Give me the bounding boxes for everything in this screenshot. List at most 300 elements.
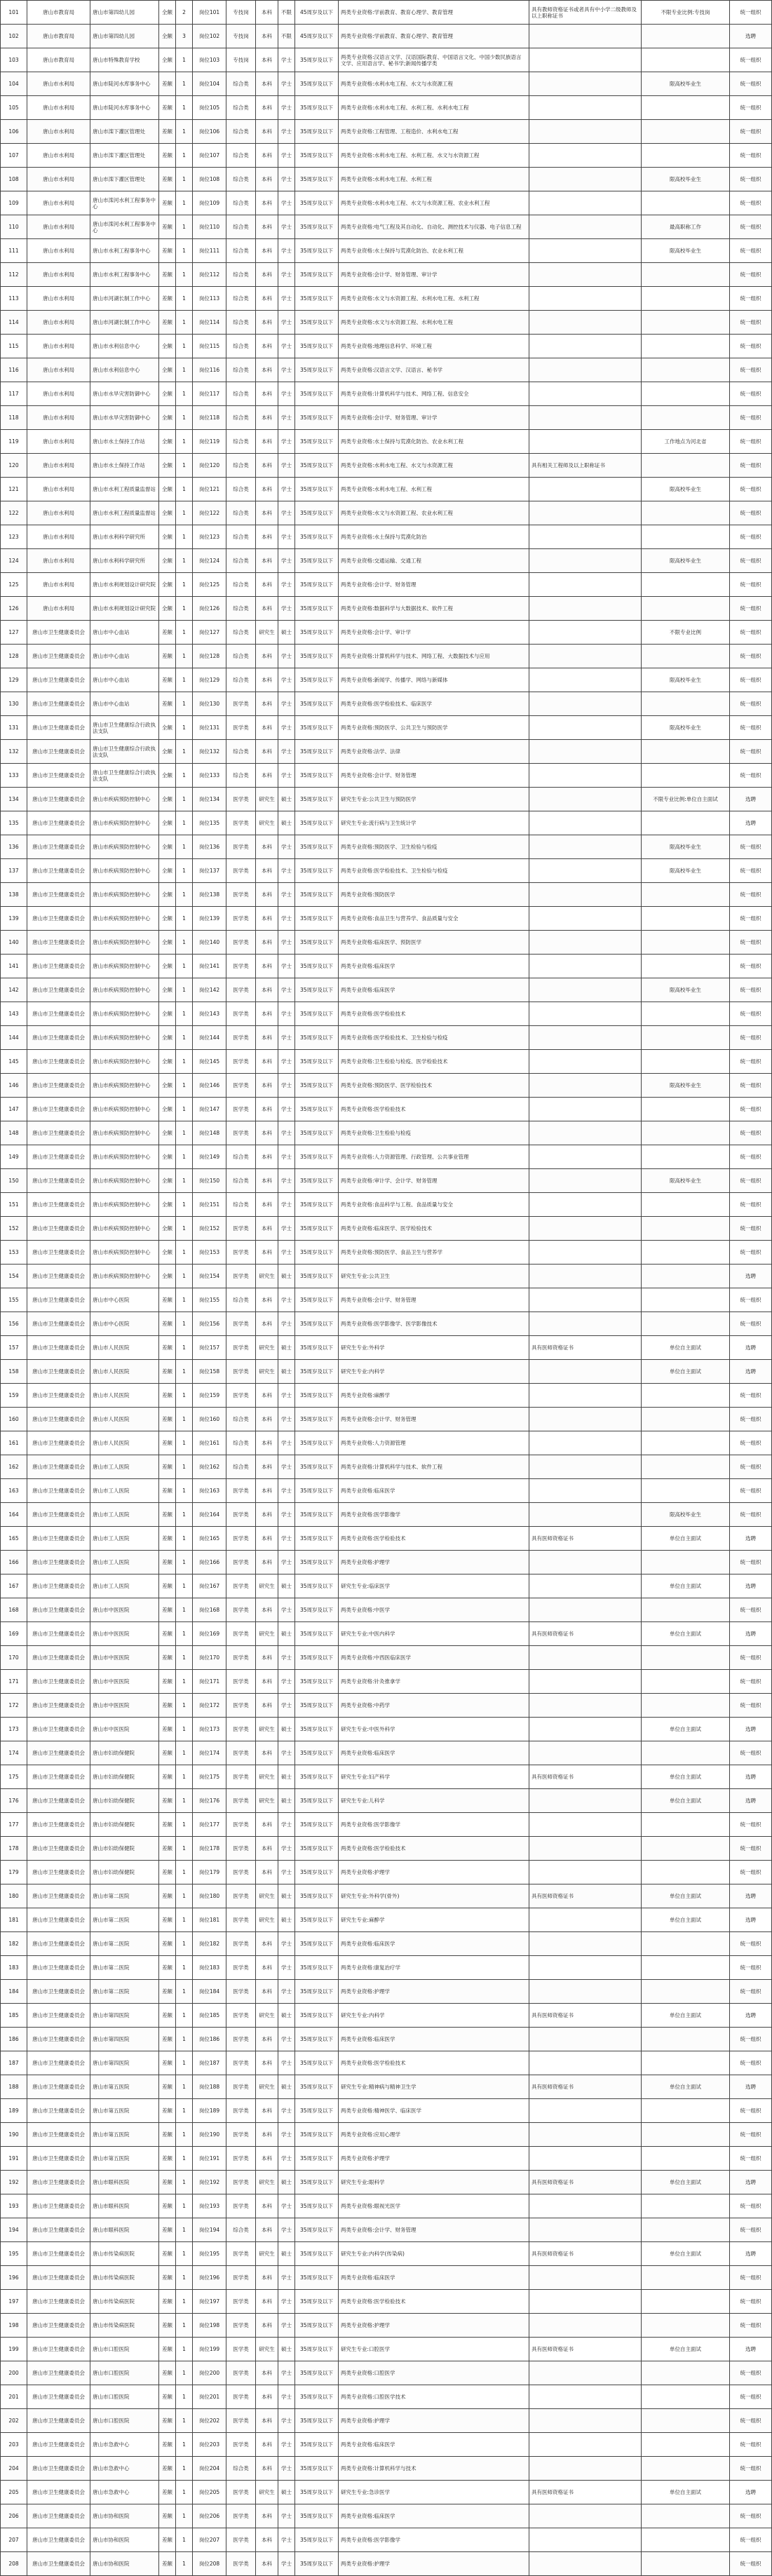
cell-age-limit: 35周岁及以下 bbox=[295, 478, 339, 501]
cell-major-requirement: 两类专业资格:护理学 bbox=[339, 1980, 529, 2004]
cell-major-requirement: 两类专业资格:地理信息科学、环境工程 bbox=[339, 335, 529, 358]
cell-position-category: 综合类 bbox=[226, 621, 256, 645]
cell-position-code: 岗位102 bbox=[193, 25, 226, 48]
cell-degree: 学士 bbox=[278, 501, 295, 525]
cell-degree: 学士 bbox=[278, 2051, 295, 2075]
cell-headcount: 1 bbox=[176, 2266, 193, 2290]
cell-recruit-method: 统一组织 bbox=[730, 2266, 772, 2290]
cell-education: 研究生 bbox=[256, 1765, 278, 1789]
cell-position-category: 综合类 bbox=[226, 645, 256, 668]
cell-row-number: 103 bbox=[1, 48, 27, 72]
cell-age-limit: 35周岁及以下 bbox=[295, 358, 339, 382]
cell-department: 唐山市卫生健康委员会 bbox=[27, 2123, 90, 2147]
cell-other-requirement bbox=[529, 1932, 642, 1956]
cell-position-category: 综合类 bbox=[226, 215, 256, 239]
cell-department: 唐山市卫生健康委员会 bbox=[27, 2433, 90, 2457]
cell-major-requirement: 两类专业资格:卫生检验与检疫、医学检验技术 bbox=[339, 1050, 529, 1074]
cell-headcount: 1 bbox=[176, 1503, 193, 1527]
cell-age-limit: 35周岁及以下 bbox=[295, 2409, 339, 2433]
cell-row-number: 111 bbox=[1, 239, 27, 263]
cell-position-code: 岗位138 bbox=[193, 883, 226, 907]
cell-other-requirement bbox=[529, 2409, 642, 2433]
cell-funding-type: 差额 bbox=[159, 2028, 176, 2051]
cell-funding-type: 差额 bbox=[159, 1861, 176, 1884]
cell-major-requirement: 两类专业资格:医学检验技术 bbox=[339, 2290, 529, 2314]
cell-recruit-method: 统一组织 bbox=[730, 1312, 772, 1336]
cell-education: 研究生 bbox=[256, 1789, 278, 1813]
cell-recruit-method: 统一组织 bbox=[730, 1241, 772, 1265]
cell-education: 本科 bbox=[256, 454, 278, 478]
cell-education: 本科 bbox=[256, 287, 278, 311]
cell-unit-name: 唐山市协和医院 bbox=[90, 2504, 159, 2528]
cell-department: 唐山市水利局 bbox=[27, 72, 90, 96]
cell-funding-type: 差额 bbox=[159, 2218, 176, 2242]
cell-recruit-method: 统一组织 bbox=[730, 883, 772, 907]
cell-remark bbox=[642, 573, 730, 597]
cell-major-requirement: 两类专业资格:护理学 bbox=[339, 2409, 529, 2433]
cell-other-requirement bbox=[529, 1646, 642, 1670]
cell-recruit-method: 统一组织 bbox=[730, 2433, 772, 2457]
cell-remark bbox=[642, 48, 730, 72]
cell-position-code: 岗位117 bbox=[193, 382, 226, 406]
cell-other-requirement bbox=[529, 811, 642, 835]
cell-headcount: 1 bbox=[176, 239, 193, 263]
cell-position-code: 岗位120 bbox=[193, 454, 226, 478]
cell-position-category: 专技岗 bbox=[226, 25, 256, 48]
cell-education: 本科 bbox=[256, 573, 278, 597]
cell-department: 唐山市卫生健康委员会 bbox=[27, 1598, 90, 1622]
cell-major-requirement: 两类专业资格:护理学 bbox=[339, 2314, 529, 2338]
cell-education: 本科 bbox=[256, 2361, 278, 2385]
table-row bbox=[1, 263, 772, 287]
cell-degree: 学士 bbox=[278, 239, 295, 263]
cell-row-number: 173 bbox=[1, 1718, 27, 1741]
cell-position-code: 岗位121 bbox=[193, 478, 226, 501]
cell-education: 本科 bbox=[256, 1169, 278, 1193]
table-row bbox=[1, 2457, 772, 2481]
cell-position-code: 岗位106 bbox=[193, 120, 226, 144]
cell-row-number: 134 bbox=[1, 788, 27, 811]
table-row bbox=[1, 2004, 772, 2028]
cell-degree: 学士 bbox=[278, 168, 295, 191]
cell-department: 唐山市水利局 bbox=[27, 120, 90, 144]
table-row bbox=[1, 2123, 772, 2147]
cell-position-code: 岗位205 bbox=[193, 2481, 226, 2504]
cell-remark: 单位自主面试 bbox=[642, 2242, 730, 2266]
cell-age-limit: 35周岁及以下 bbox=[295, 1479, 339, 1503]
cell-department: 唐山市卫生健康委员会 bbox=[27, 1336, 90, 1360]
cell-major-requirement: 研究生专业:急诊医学 bbox=[339, 2481, 529, 2504]
table-row bbox=[1, 1479, 772, 1503]
cell-department: 唐山市卫生健康委员会 bbox=[27, 1980, 90, 2004]
cell-recruit-method: 统一组织 bbox=[730, 1598, 772, 1622]
cell-department: 唐山市卫生健康委员会 bbox=[27, 2051, 90, 2075]
table-row bbox=[1, 1074, 772, 1098]
cell-remark: 限高校毕业生 bbox=[642, 1074, 730, 1098]
cell-position-category: 医学类 bbox=[226, 1574, 256, 1598]
cell-position-code: 岗位179 bbox=[193, 1861, 226, 1884]
cell-unit-name: 唐山市水利工程质量监督站 bbox=[90, 478, 159, 501]
cell-headcount: 1 bbox=[176, 2481, 193, 2504]
cell-row-number: 126 bbox=[1, 597, 27, 621]
cell-other-requirement: 具有医师资格证书 bbox=[529, 1527, 642, 1551]
cell-position-category: 专技岗 bbox=[226, 1, 256, 25]
cell-remark: 限高校毕业生 bbox=[642, 668, 730, 692]
cell-degree: 硕士 bbox=[278, 1574, 295, 1598]
cell-position-code: 岗位131 bbox=[193, 716, 226, 740]
cell-row-number: 115 bbox=[1, 335, 27, 358]
cell-position-code: 岗位200 bbox=[193, 2361, 226, 2385]
cell-funding-type: 全额 bbox=[159, 597, 176, 621]
cell-funding-type: 全额 bbox=[159, 382, 176, 406]
cell-headcount: 1 bbox=[176, 1336, 193, 1360]
cell-major-requirement: 两类专业资格:水利水电工程、水文与水资源工程 bbox=[339, 454, 529, 478]
cell-position-code: 岗位103 bbox=[193, 48, 226, 72]
cell-row-number: 195 bbox=[1, 2242, 27, 2266]
cell-education: 本科 bbox=[256, 1932, 278, 1956]
cell-row-number: 169 bbox=[1, 1622, 27, 1646]
cell-row-number: 120 bbox=[1, 454, 27, 478]
cell-education: 本科 bbox=[256, 740, 278, 764]
cell-major-requirement: 两类专业资格:医学检验技术 bbox=[339, 2051, 529, 2075]
cell-major-requirement: 两类专业资格:护理学 bbox=[339, 2147, 529, 2171]
cell-row-number: 167 bbox=[1, 1574, 27, 1598]
cell-remark bbox=[642, 955, 730, 978]
cell-remark: 限高校毕业生 bbox=[642, 859, 730, 883]
cell-unit-name: 唐山市急救中心 bbox=[90, 2457, 159, 2481]
cell-recruit-method: 统一组织 bbox=[730, 2147, 772, 2171]
cell-unit-name: 唐山市妇幼保健院 bbox=[90, 1861, 159, 1884]
cell-funding-type: 全额 bbox=[159, 430, 176, 454]
cell-row-number: 157 bbox=[1, 1336, 27, 1360]
cell-degree: 学士 bbox=[278, 668, 295, 692]
cell-degree: 学士 bbox=[278, 2504, 295, 2528]
cell-funding-type: 差额 bbox=[159, 1884, 176, 1908]
cell-major-requirement: 两类专业资格:水土保持与荒漠化防治 bbox=[339, 525, 529, 549]
cell-remark bbox=[642, 454, 730, 478]
cell-position-category: 医学类 bbox=[226, 931, 256, 955]
cell-funding-type: 全额 bbox=[159, 955, 176, 978]
cell-remark bbox=[642, 2385, 730, 2409]
cell-remark bbox=[642, 1026, 730, 1050]
cell-funding-type: 差额 bbox=[159, 1908, 176, 1932]
cell-major-requirement: 两类专业资格:计算机科学与技术 bbox=[339, 2457, 529, 2481]
cell-degree: 学士 bbox=[278, 1932, 295, 1956]
cell-headcount: 1 bbox=[176, 573, 193, 597]
table-row bbox=[1, 1002, 772, 1026]
cell-funding-type: 全额 bbox=[159, 1074, 176, 1098]
cell-department: 唐山市卫生健康委员会 bbox=[27, 1503, 90, 1527]
cell-remark bbox=[642, 2528, 730, 2552]
cell-position-category: 医学类 bbox=[226, 2147, 256, 2171]
cell-row-number: 127 bbox=[1, 621, 27, 645]
cell-funding-type: 全额 bbox=[159, 1193, 176, 1217]
cell-row-number: 190 bbox=[1, 2123, 27, 2147]
cell-recruit-method: 统一组织 bbox=[730, 120, 772, 144]
cell-age-limit: 35周岁及以下 bbox=[295, 1026, 339, 1050]
cell-department: 唐山市卫生健康委员会 bbox=[27, 2028, 90, 2051]
cell-unit-name: 唐山市中心血站 bbox=[90, 668, 159, 692]
cell-unit-name: 唐山市水利工程事务中心 bbox=[90, 263, 159, 287]
cell-remark bbox=[642, 2123, 730, 2147]
cell-other-requirement: 具有相关工程师及以上职称证书 bbox=[529, 454, 642, 478]
cell-position-category: 医学类 bbox=[226, 1527, 256, 1551]
cell-recruit-method: 选聘 bbox=[730, 1789, 772, 1813]
cell-remark: 单位自主面试 bbox=[642, 2481, 730, 2504]
cell-position-code: 岗位177 bbox=[193, 1813, 226, 1837]
cell-major-requirement: 两类专业资格:临床医学 bbox=[339, 2266, 529, 2290]
cell-degree: 学士 bbox=[278, 1646, 295, 1670]
cell-education: 本科 bbox=[256, 311, 278, 335]
cell-remark: 限高校毕业生 bbox=[642, 72, 730, 96]
cell-headcount: 1 bbox=[176, 1932, 193, 1956]
cell-row-number: 177 bbox=[1, 1813, 27, 1837]
cell-degree: 学士 bbox=[278, 1431, 295, 1455]
cell-major-requirement: 研究生专业:临床医学 bbox=[339, 1574, 529, 1598]
cell-headcount: 1 bbox=[176, 1646, 193, 1670]
cell-major-requirement: 两类专业资格:计算机科学与技术、软件工程 bbox=[339, 1455, 529, 1479]
cell-recruit-method: 统一组织 bbox=[730, 645, 772, 668]
cell-age-limit: 35周岁及以下 bbox=[295, 191, 339, 215]
cell-education: 本科 bbox=[256, 2314, 278, 2338]
cell-remark bbox=[642, 2504, 730, 2528]
cell-row-number: 201 bbox=[1, 2385, 27, 2409]
table-row bbox=[1, 2314, 772, 2338]
cell-recruit-method: 统一组织 bbox=[730, 1121, 772, 1145]
cell-funding-type: 差额 bbox=[159, 1622, 176, 1646]
cell-row-number: 180 bbox=[1, 1884, 27, 1908]
cell-remark: 限高校毕业生 bbox=[642, 168, 730, 191]
cell-degree: 硕士 bbox=[278, 2075, 295, 2099]
cell-recruit-method: 统一组织 bbox=[730, 2028, 772, 2051]
cell-education: 本科 bbox=[256, 1646, 278, 1670]
cell-remark bbox=[642, 1455, 730, 1479]
cell-recruit-method: 统一组织 bbox=[730, 668, 772, 692]
cell-headcount: 1 bbox=[176, 1050, 193, 1074]
cell-position-category: 医学类 bbox=[226, 1074, 256, 1098]
cell-degree: 学士 bbox=[278, 883, 295, 907]
cell-recruit-method: 选聘 bbox=[730, 2242, 772, 2266]
cell-education: 本科 bbox=[256, 1288, 278, 1312]
cell-position-category: 医学类 bbox=[226, 2314, 256, 2338]
cell-row-number: 101 bbox=[1, 1, 27, 25]
cell-other-requirement bbox=[529, 120, 642, 144]
cell-department: 唐山市卫生健康委员会 bbox=[27, 2528, 90, 2552]
cell-headcount: 1 bbox=[176, 788, 193, 811]
cell-other-requirement bbox=[529, 2099, 642, 2123]
cell-degree: 学士 bbox=[278, 645, 295, 668]
cell-age-limit: 35周岁及以下 bbox=[295, 2481, 339, 2504]
cell-position-code: 岗位151 bbox=[193, 1193, 226, 1217]
cell-age-limit: 35周岁及以下 bbox=[295, 835, 339, 859]
cell-department: 唐山市卫生健康委员会 bbox=[27, 2385, 90, 2409]
cell-row-number: 191 bbox=[1, 2147, 27, 2171]
cell-position-code: 岗位137 bbox=[193, 859, 226, 883]
cell-degree: 学士 bbox=[278, 1741, 295, 1765]
cell-education: 本科 bbox=[256, 2433, 278, 2457]
cell-age-limit: 35周岁及以下 bbox=[295, 2528, 339, 2552]
cell-remark bbox=[642, 501, 730, 525]
cell-position-code: 岗位153 bbox=[193, 1241, 226, 1265]
cell-age-limit: 35周岁及以下 bbox=[295, 1741, 339, 1765]
cell-remark bbox=[642, 2147, 730, 2171]
cell-row-number: 163 bbox=[1, 1479, 27, 1503]
cell-department: 唐山市水利局 bbox=[27, 215, 90, 239]
cell-department: 唐山市卫生健康委员会 bbox=[27, 764, 90, 788]
table-row bbox=[1, 1956, 772, 1980]
cell-row-number: 108 bbox=[1, 168, 27, 191]
cell-remark bbox=[642, 335, 730, 358]
cell-position-category: 综合类 bbox=[226, 573, 256, 597]
cell-row-number: 152 bbox=[1, 1217, 27, 1241]
cell-degree: 学士 bbox=[278, 2314, 295, 2338]
cell-other-requirement bbox=[529, 1574, 642, 1598]
cell-unit-name: 唐山市疾病预防控制中心 bbox=[90, 1145, 159, 1169]
cell-row-number: 118 bbox=[1, 406, 27, 430]
cell-department: 唐山市教育局 bbox=[27, 48, 90, 72]
cell-remark bbox=[642, 406, 730, 430]
cell-unit-name: 唐山市卫生健康综合行政执法支队 bbox=[90, 764, 159, 788]
cell-unit-name: 唐山市水利规划设计研究院 bbox=[90, 573, 159, 597]
cell-position-code: 岗位190 bbox=[193, 2123, 226, 2147]
cell-unit-name: 唐山市疾病预防控制中心 bbox=[90, 1193, 159, 1217]
cell-department: 唐山市卫生健康委员会 bbox=[27, 1741, 90, 1765]
cell-unit-name: 唐山市疾病预防控制中心 bbox=[90, 835, 159, 859]
cell-row-number: 129 bbox=[1, 668, 27, 692]
cell-education: 本科 bbox=[256, 692, 278, 716]
cell-age-limit: 35周岁及以下 bbox=[295, 764, 339, 788]
cell-position-code: 岗位164 bbox=[193, 1503, 226, 1527]
cell-recruit-method: 统一组织 bbox=[730, 1694, 772, 1718]
cell-row-number: 194 bbox=[1, 2218, 27, 2242]
cell-unit-name: 唐山市眼科医院 bbox=[90, 2218, 159, 2242]
table-row bbox=[1, 1, 772, 25]
cell-unit-name: 唐山市疾病预防控制中心 bbox=[90, 1026, 159, 1050]
cell-degree: 学士 bbox=[278, 2028, 295, 2051]
table-row bbox=[1, 978, 772, 1002]
cell-education: 本科 bbox=[256, 2290, 278, 2314]
cell-age-limit: 35周岁及以下 bbox=[295, 931, 339, 955]
cell-row-number: 187 bbox=[1, 2051, 27, 2075]
cell-degree: 学士 bbox=[278, 96, 295, 120]
cell-unit-name: 唐山市中医医院 bbox=[90, 1622, 159, 1646]
cell-funding-type: 差额 bbox=[159, 2481, 176, 2504]
cell-age-limit: 35周岁及以下 bbox=[295, 1360, 339, 1384]
cell-degree: 学士 bbox=[278, 2361, 295, 2385]
cell-position-category: 医学类 bbox=[226, 1598, 256, 1622]
cell-unit-name: 唐山市水利规划设计研究院 bbox=[90, 597, 159, 621]
cell-education: 本科 bbox=[256, 716, 278, 740]
cell-funding-type: 差额 bbox=[159, 1408, 176, 1431]
cell-unit-name: 唐山市眼科医院 bbox=[90, 2194, 159, 2218]
cell-education: 本科 bbox=[256, 239, 278, 263]
cell-position-category: 医学类 bbox=[226, 692, 256, 716]
table-row bbox=[1, 1241, 772, 1265]
cell-remark bbox=[642, 2266, 730, 2290]
cell-recruit-method: 统一组织 bbox=[730, 859, 772, 883]
cell-other-requirement bbox=[529, 1741, 642, 1765]
cell-other-requirement bbox=[529, 2266, 642, 2290]
cell-funding-type: 差额 bbox=[159, 2171, 176, 2194]
cell-degree: 硕士 bbox=[278, 1622, 295, 1646]
table-row bbox=[1, 1765, 772, 1789]
table-row bbox=[1, 2361, 772, 2385]
cell-education: 本科 bbox=[256, 144, 278, 168]
cell-degree: 学士 bbox=[278, 144, 295, 168]
cell-other-requirement bbox=[529, 907, 642, 931]
cell-position-code: 岗位192 bbox=[193, 2171, 226, 2194]
cell-department: 唐山市卫生健康委员会 bbox=[27, 1384, 90, 1408]
cell-degree: 学士 bbox=[278, 1861, 295, 1884]
cell-remark: 不限专业比例:单位自主面试 bbox=[642, 788, 730, 811]
cell-other-requirement bbox=[529, 1384, 642, 1408]
cell-age-limit: 35周岁及以下 bbox=[295, 2433, 339, 2457]
cell-degree: 学士 bbox=[278, 1193, 295, 1217]
cell-recruit-method: 选聘 bbox=[730, 1908, 772, 1932]
cell-position-category: 医学类 bbox=[226, 955, 256, 978]
cell-position-category: 医学类 bbox=[226, 1789, 256, 1813]
cell-other-requirement bbox=[529, 1050, 642, 1074]
cell-other-requirement bbox=[529, 883, 642, 907]
cell-age-limit: 35周岁及以下 bbox=[295, 1265, 339, 1288]
cell-education: 本科 bbox=[256, 1, 278, 25]
cell-row-number: 207 bbox=[1, 2528, 27, 2552]
cell-department: 唐山市卫生健康委员会 bbox=[27, 1002, 90, 1026]
cell-major-requirement: 两类专业资格:临床医学 bbox=[339, 2433, 529, 2457]
cell-degree: 学士 bbox=[278, 1098, 295, 1121]
cell-department: 唐山市卫生健康委员会 bbox=[27, 1908, 90, 1932]
cell-funding-type: 全额 bbox=[159, 525, 176, 549]
cell-department: 唐山市卫生健康委员会 bbox=[27, 2004, 90, 2028]
cell-position-code: 岗位127 bbox=[193, 621, 226, 645]
cell-headcount: 1 bbox=[176, 883, 193, 907]
cell-position-category: 医学类 bbox=[226, 2409, 256, 2433]
cell-education: 本科 bbox=[256, 168, 278, 191]
cell-position-category: 综合类 bbox=[226, 430, 256, 454]
table-row bbox=[1, 2099, 772, 2123]
cell-headcount: 1 bbox=[176, 859, 193, 883]
cell-degree: 硕士 bbox=[278, 1360, 295, 1384]
cell-unit-name: 唐山市工人医院 bbox=[90, 1551, 159, 1574]
cell-unit-name: 唐山市口腔医院 bbox=[90, 2361, 159, 2385]
cell-education: 研究生 bbox=[256, 1908, 278, 1932]
cell-headcount: 1 bbox=[176, 1026, 193, 1050]
cell-funding-type: 差额 bbox=[159, 1288, 176, 1312]
table-row bbox=[1, 692, 772, 716]
cell-major-requirement: 两类专业资格:人力资源管理、行政管理、公共事业管理 bbox=[339, 1145, 529, 1169]
cell-row-number: 184 bbox=[1, 1980, 27, 2004]
cell-major-requirement: 研究生专业:麻醉学 bbox=[339, 1908, 529, 1932]
cell-position-category: 医学类 bbox=[226, 2528, 256, 2552]
cell-row-number: 186 bbox=[1, 2028, 27, 2051]
cell-funding-type: 全额 bbox=[159, 358, 176, 382]
cell-age-limit: 35周岁及以下 bbox=[295, 1312, 339, 1336]
cell-unit-name: 唐山市疾病预防控制中心 bbox=[90, 1098, 159, 1121]
cell-funding-type: 全额 bbox=[159, 454, 176, 478]
cell-row-number: 110 bbox=[1, 215, 27, 239]
table-row bbox=[1, 716, 772, 740]
cell-position-code: 岗位115 bbox=[193, 335, 226, 358]
cell-unit-name: 唐山市疾病预防控制中心 bbox=[90, 1074, 159, 1098]
cell-department: 唐山市卫生健康委员会 bbox=[27, 1169, 90, 1193]
cell-major-requirement: 两类专业资格:临床医学 bbox=[339, 1479, 529, 1503]
cell-headcount: 1 bbox=[176, 2504, 193, 2528]
cell-degree: 学士 bbox=[278, 1002, 295, 1026]
cell-education: 研究生 bbox=[256, 1574, 278, 1598]
cell-unit-name: 唐山市陡河水库事务中心 bbox=[90, 72, 159, 96]
cell-age-limit: 35周岁及以下 bbox=[295, 454, 339, 478]
cell-remark bbox=[642, 2361, 730, 2385]
